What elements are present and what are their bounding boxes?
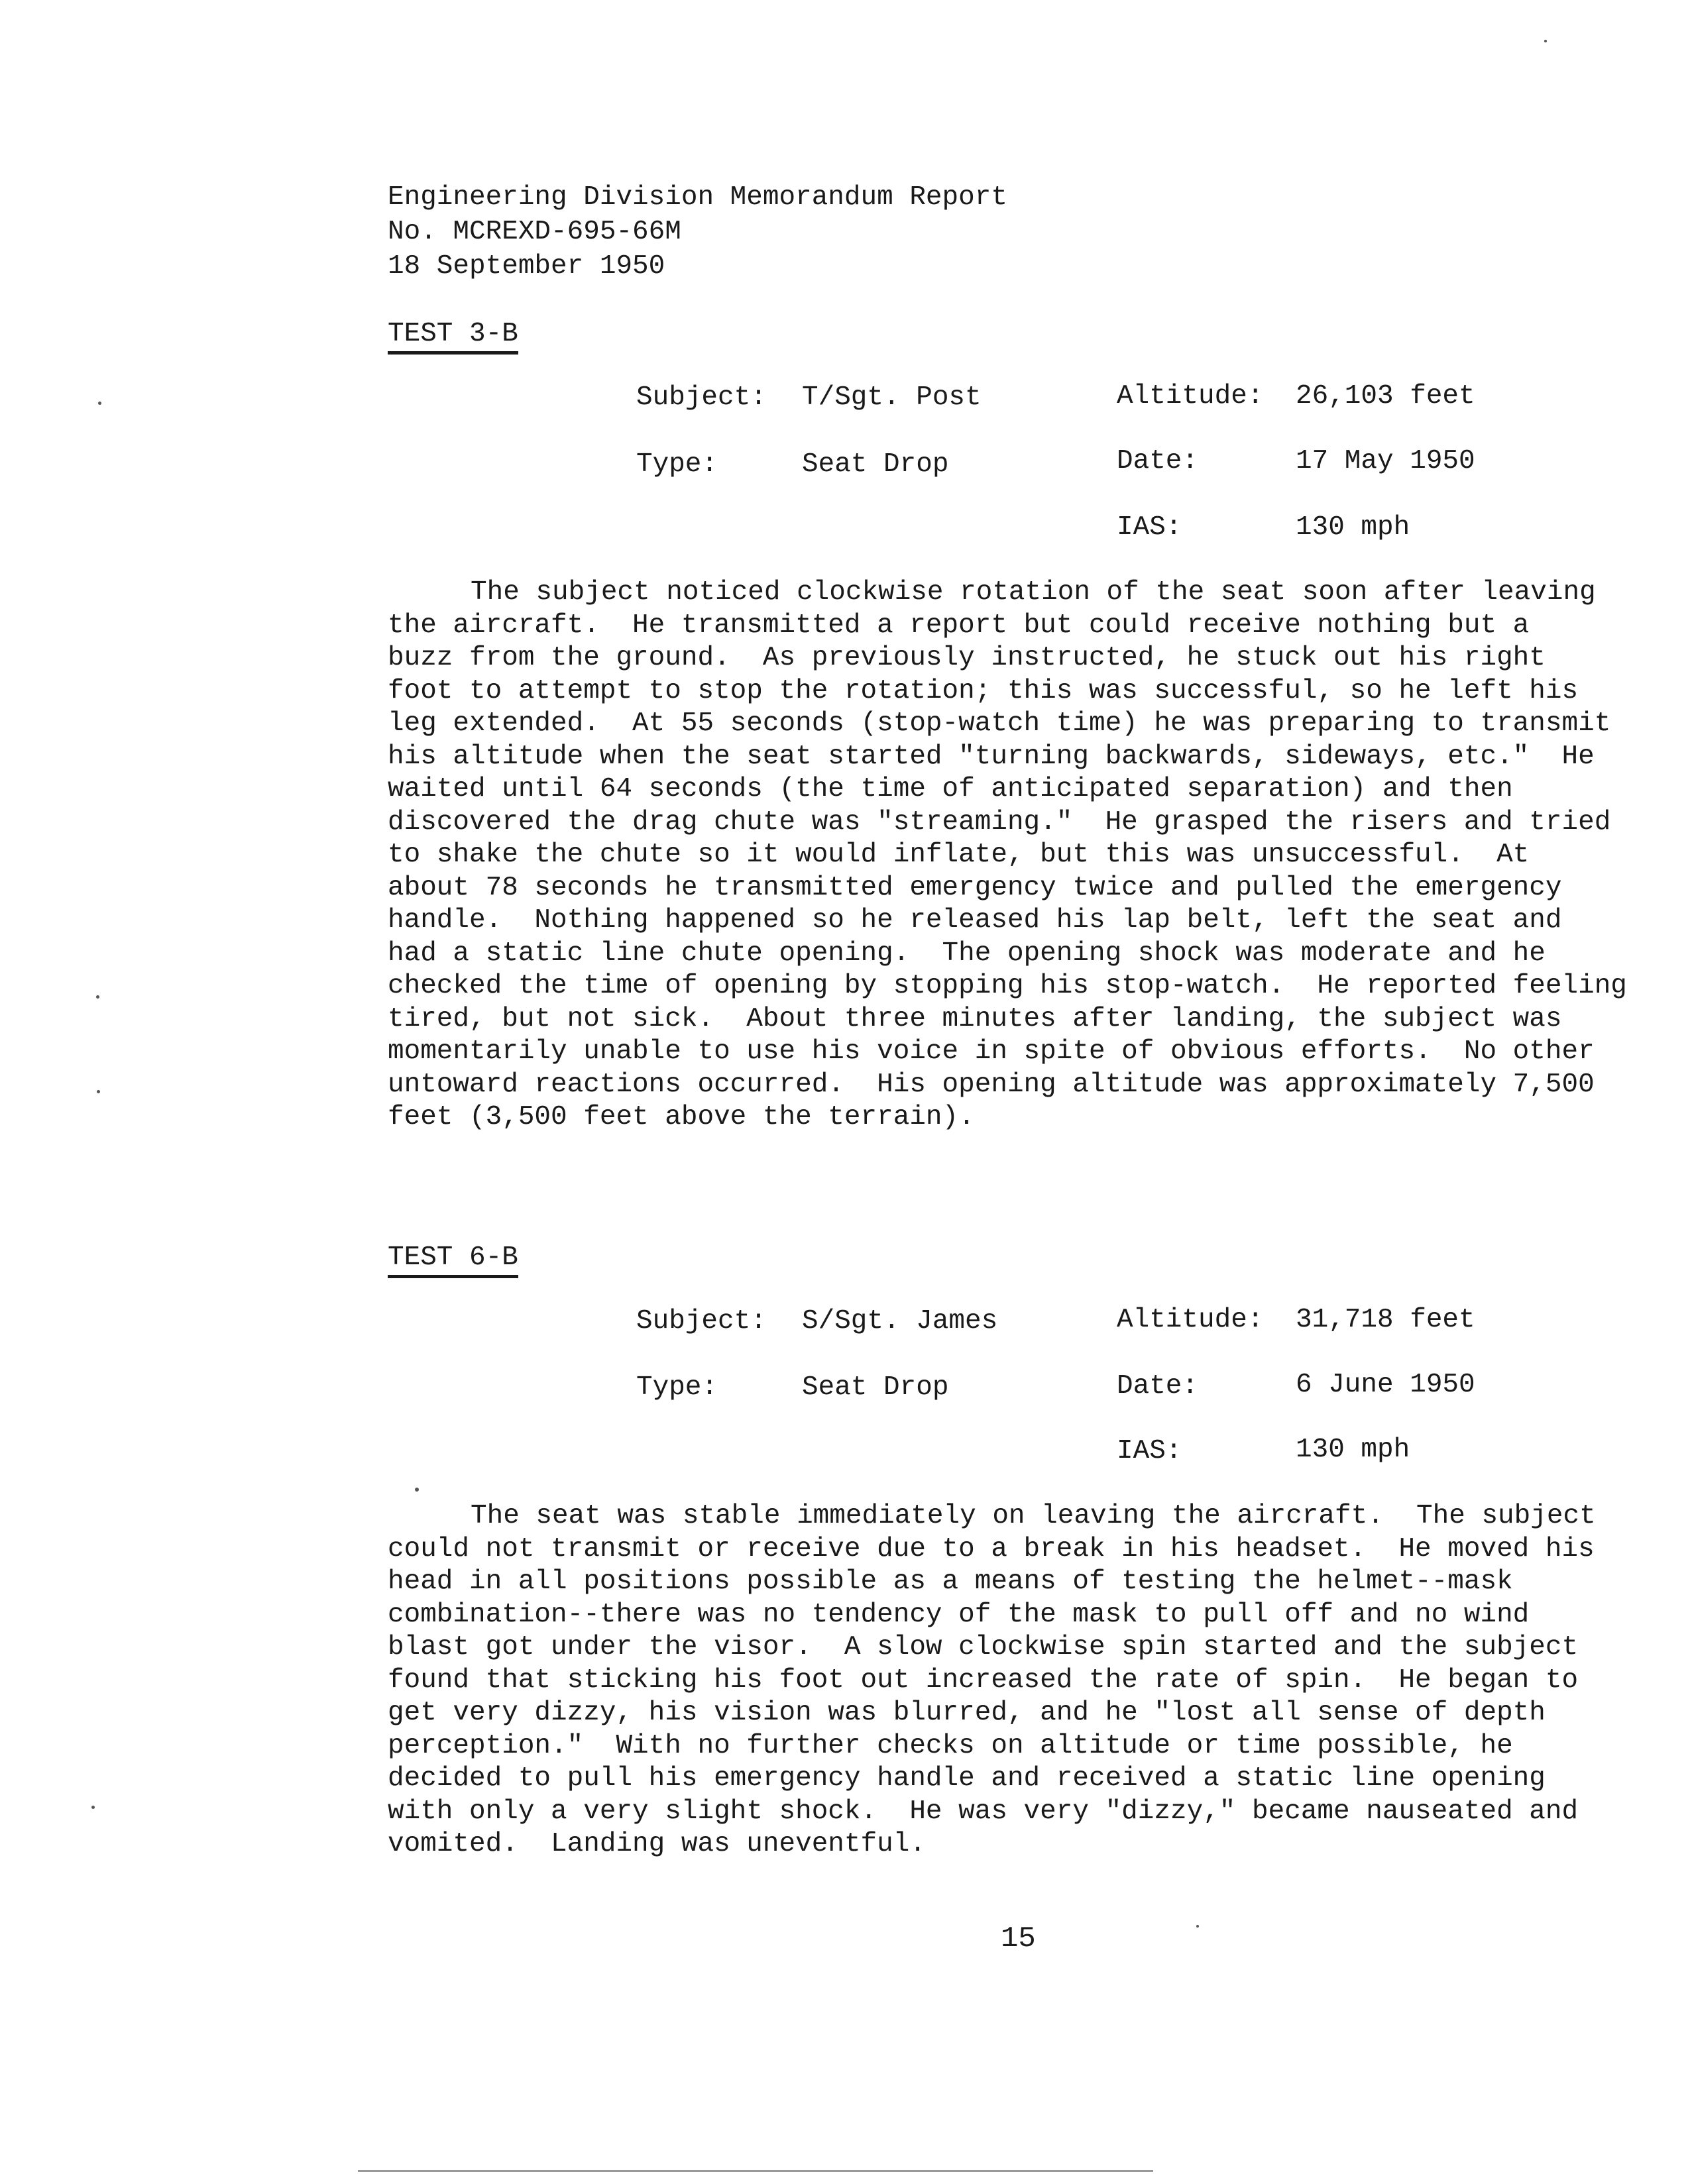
scan-speck (96, 995, 99, 999)
narrative-line: vomited. Landing was uneventful. (388, 1829, 926, 1859)
narrative-line: the aircraft. He transmitted a report but could receive nothing but a (388, 610, 1530, 641)
date-value: 6 June 1950 (1296, 1370, 1475, 1400)
report-header (388, 180, 1007, 284)
narrative-line: head in all positions possible as a means of testing the helmet--mask (388, 1566, 1513, 1597)
scan-speck (98, 402, 101, 405)
test-heading: TEST 6-B (388, 1240, 518, 1278)
scan-speck (91, 1806, 95, 1809)
page-number: 15 (1001, 1922, 1036, 1955)
narrative-line: get very dizzy, his vision was blurred, and he "lost all sense of depth (388, 1698, 1546, 1728)
narrative-line: combination--there was no tendency of the mask to pull off and no wind (388, 1599, 1530, 1630)
ias-label: IAS: (1117, 512, 1182, 543)
narrative-line: buzz from the ground. As previously instructed, he stuck out his right (388, 643, 1546, 673)
report-number: No. MCREXD-695-66M (388, 217, 681, 247)
altitude-label: Altitude: (1117, 381, 1264, 411)
narrative-line: checked the time of opening by stopping his stop-watch. He reported feeling (388, 971, 1627, 1001)
altitude-value: 31,718 feet (1296, 1305, 1475, 1335)
altitude-value: 26,103 feet (1296, 381, 1475, 411)
date-label: Date: (1117, 1371, 1199, 1401)
ias-label: IAS: (1117, 1436, 1182, 1466)
narrative-line: blast got under the visor. A slow clockwise spin started and the subject (388, 1632, 1579, 1663)
report-date: 18 September 1950 (388, 251, 665, 282)
narrative-line: decided to pull his emergency handle and received a static line opening (388, 1763, 1546, 1794)
type-label: Type: (636, 1372, 718, 1403)
narrative-line: to shake the chute so it would inflate, but this was unsuccessful. At (388, 840, 1530, 870)
date-value: 17 May 1950 (1296, 446, 1475, 476)
narrative-line: with only a very slight shock. He was very "dizzy," became nauseated and (388, 1796, 1579, 1827)
narrative-line: The subject noticed clockwise rotation of the seat soon after leaving (471, 577, 1596, 608)
narrative-line: perception." With no further checks on altitude or time possible, he (388, 1730, 1513, 1761)
narrative-line: found that sticking his foot out increased the rate of spin. He began to (388, 1665, 1579, 1696)
altitude-label: Altitude: (1117, 1305, 1264, 1335)
narrative-line: could not transmit or receive due to a break in his headset. He moved his (388, 1533, 1595, 1564)
subject-label: Subject: (636, 382, 767, 413)
narrative-line: had a static line chute opening. The opening shock was moderate and he (388, 938, 1546, 969)
narrative-line: tired, but not sick. About three minutes after landing, the subject was (388, 1003, 1562, 1034)
ias-value: 130 mph (1296, 1435, 1410, 1465)
report-title: Engineering Division Memorandum Report (388, 182, 1007, 213)
subject-value: T/Sgt. Post (802, 382, 982, 413)
narrative-line: foot to attempt to stop the rotation; this was successful, so he left his (388, 675, 1579, 706)
narrative-line: The seat was stable immediately on leaving the aircraft. The subject (471, 1501, 1596, 1531)
scan-speck (97, 1090, 100, 1093)
test-heading: TEST 3-B (388, 317, 518, 355)
date-label: Date: (1117, 446, 1199, 476)
ias-value: 130 mph (1296, 512, 1410, 543)
narrative-line: waited until 64 seconds (the time of anticipated separation) and then (388, 774, 1513, 804)
narrative-line: his altitude when the seat started "turning backwards, sideways, etc." He (388, 741, 1595, 772)
scan-speck (415, 1488, 419, 1492)
narrative-line: untoward reactions occurred. His opening altitude was approximately 7,500 (388, 1069, 1595, 1100)
narrative-line: about 78 seconds he transmitted emergency twice and pulled the emergency (388, 872, 1562, 903)
narrative-line: handle. Nothing happened so he released his lap belt, left the seat and (388, 905, 1562, 936)
scan-edge-line (358, 2170, 1153, 2172)
test-narrative (388, 576, 1647, 1134)
narrative-line: discovered the drag chute was "streaming." He grasped the risers and tried (388, 806, 1611, 838)
type-value: Seat Drop (802, 1372, 949, 1403)
narrative-line: feet (3,500 feet above the terrain). (388, 1102, 975, 1132)
type-label: Type: (636, 449, 718, 480)
narrative-line: momentarily unable to use his voice in spite of obvious efforts. No other (388, 1036, 1595, 1067)
scan-speck (1196, 1925, 1199, 1928)
test-narrative (388, 1500, 1647, 1861)
type-value: Seat Drop (802, 449, 949, 480)
narrative-line: leg extended. At 55 seconds (stop-watch time) he was preparing to transmit (388, 708, 1611, 739)
subject-label: Subject: (636, 1306, 767, 1337)
subject-value: S/Sgt. James (802, 1306, 998, 1337)
scan-speck (1544, 40, 1547, 42)
